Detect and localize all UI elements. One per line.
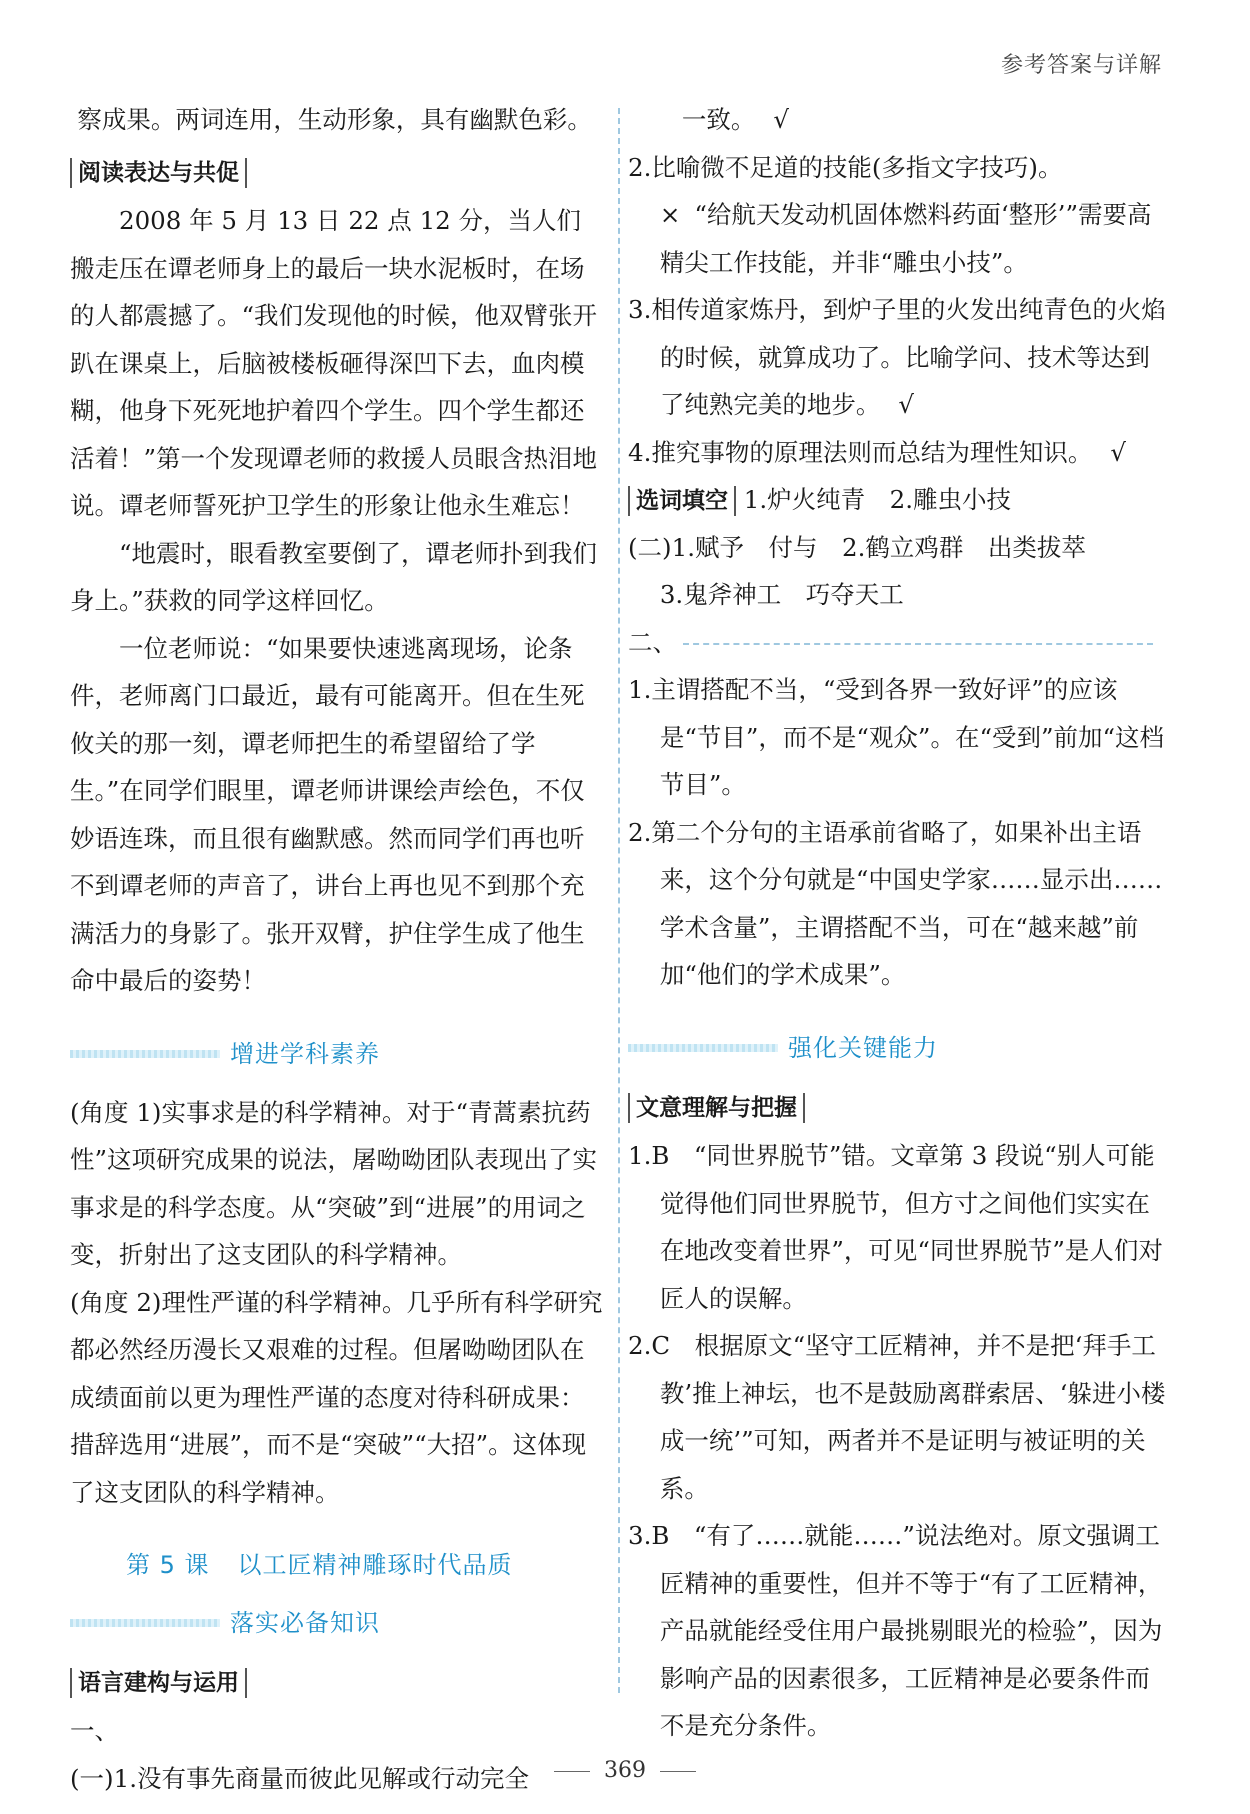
banner-bar [628, 1044, 778, 1052]
lesson-number: 第 5 课 [126, 1551, 210, 1579]
paragraph-2: “地震时，眼看教室要倒了，谭老师扑到我们身上。”获救的同学这样回忆。 [70, 538, 598, 615]
continued-text: 察成果。两词连用，生动形象，具有幽默色彩。 [77, 105, 592, 134]
banner-label: 增进学科素养 [230, 1039, 380, 1068]
check-mark: √ [898, 390, 914, 419]
page-number: 369 [604, 1758, 646, 1783]
comprehension-section-label [628, 1083, 1166, 1131]
item-1-continued [628, 96, 1166, 144]
answer-2: 2.C 根据原文“坚守工匠精神，并不是把‘拜手工教’推上神坛，也不是鼓励离群索居、‘躲进小楼成一统’”可知，两者并不是证明与被证明的关系。 [628, 1331, 1166, 1503]
banner-label: 强化关键能力 [788, 1033, 938, 1062]
section-one: 一、 [70, 1716, 119, 1745]
section-two-label: 二、 [628, 627, 677, 657]
column-divider [618, 108, 620, 1693]
fill-section [628, 476, 1166, 524]
check-mark: √ [773, 105, 790, 134]
banner-bar [70, 1619, 220, 1627]
sentence-1: 1.主谓搭配不当，“受到各界一致好评”的应该是“节目”，而不是“观众”。在“受到”前加“这档节目”。 [628, 675, 1165, 799]
lesson-heading [70, 1542, 605, 1590]
item-2: 2.比喻微不足道的技能(多指文字技巧)。 [628, 152, 1063, 182]
section-two [628, 619, 1166, 667]
part-two-line-1: (二)1.赋予 付与 2.鹤立鸡群 出类拔萃 [628, 532, 1086, 562]
item-3-text: 3.相传道家炼丹，到炉子里的火发出纯青色的火焰的时候，就算成功了。比喻学问、技术等达到了纯熟完美的地步。 [628, 295, 1166, 419]
sentence-2: 2.第二个分句的主语承前省略了，如果补出主语来，这个分句就是“中国史学家……显示出……学术含量”，主谓搭配不当，可在“越来越”前加“他们的学术成果”。 [628, 817, 1163, 989]
part-two-line-2: 3.鬼斧神工 巧夺天工 [659, 580, 904, 609]
banner-subject-literacy [70, 1031, 605, 1077]
footer-dash [660, 1771, 696, 1772]
language-box: 语言建构与运用 [70, 1668, 247, 1698]
page-header: 参考答案与详解 [1000, 53, 1162, 78]
item-4 [628, 429, 1166, 477]
banner-bar [70, 1050, 220, 1058]
reading-box: 阅读表达与共促 [70, 158, 247, 188]
item-3 [628, 286, 1166, 429]
item-2-note-text: “给航天发动机固体燃料药面‘整形’”需要高精尖工作技能，并非“雕虫小技”。 [659, 200, 1152, 277]
lesson-title: 以工匠精神雕琢时代品质 [237, 1551, 513, 1579]
reading-section-label [70, 148, 605, 196]
banner-label: 落实必备知识 [230, 1608, 380, 1637]
right-column [628, 96, 1166, 1750]
fill-answer: 1.炉火纯青 2.雕虫小技 [743, 485, 1012, 514]
paragraph-3: 一位老师说：“如果要快速逃离现场，论条件，老师离门口最近，最有可能离开。但在生死攸关的那一刻，谭老师把生的希望留给了学生。”在同学们眼里，谭老师讲课绘声绘色，不仅妙语连珠，而且很有幽默感。然而同学们再也听不到谭老师的声音了，讲台上再也见不到那个充满活力的身影了。张开双臂，护住学生成了他生命中最后的姿势！ [70, 633, 585, 995]
check-mark: √ [1110, 437, 1126, 467]
banner-essential-knowledge [70, 1600, 605, 1646]
item-1-cont-text: 一致。 [681, 105, 756, 134]
language-section-label [70, 1658, 605, 1706]
answer-3: 3.B “有了……就能……”说法绝对。原文强调工匠精神的重要性，但并不等于“有了工匠精神，产品就能经受住用户最挑剔眼光的检验”，因为影响产品的因素很多，工匠精神是必要条件而不是充分条件。 [628, 1521, 1163, 1740]
footer-dash [554, 1771, 590, 1772]
item-4-text: 4.推究事物的原理法则而总结为理性知识。 [628, 437, 1093, 467]
fill-box: 选词填空 [628, 486, 736, 516]
paragraph-1: 2008 年 5 月 13 日 22 点 12 分，当人们搬走压在谭老师身上的最后一块水泥板时，在场的人都震撼了。“我们发现他的时候，他双臂张开趴在课桌上，后脑被楼板砸得深凹下去，血肉模糊，他身下死死地护着四个学生。四个学生都还活着！”第一个发现谭老师的救援人员眼含热泪地说。谭老师誓死护卫学生的形象让他永生难忘！ [70, 206, 598, 520]
angle-2: (角度 2)理性严谨的科学精神。几乎所有科学研究都必然经历漫长又艰难的过程。但屠呦呦团队在成绩面前以更为理性严谨的态度对待科研成果：措辞选用“进展”，而不是“突破”“大招”。这体现了这支团队的科学精神。 [70, 1287, 603, 1507]
cross-mark: × [659, 200, 681, 229]
page-footer [0, 1758, 1250, 1783]
section-rule [683, 643, 1153, 645]
angle-1: (角度 1)实事求是的科学精神。对于“青蒿素抗药性”这项研究成果的说法，屠呦呦团队表现出了实事求是的科学态度。从“突破”到“进展”的用词之变，折射出了这支团队的科学精神。 [70, 1097, 598, 1269]
answer-1: 1.B “同世界脱节”错。文章第 3 段说“别人可能觉得他们同世界脱节，但方寸之间他们实实在在地改变着世界”，可见“同世界脱节”是人们对匠人的误解。 [628, 1141, 1163, 1313]
item-1: (一)1.没有事先商量而彼此见解或行动完全 [70, 1763, 529, 1793]
left-column [70, 96, 605, 1802]
banner-key-abilities [628, 1025, 1166, 1071]
comprehension-box: 文意理解与把握 [628, 1093, 805, 1123]
item-2-note [628, 191, 1166, 286]
